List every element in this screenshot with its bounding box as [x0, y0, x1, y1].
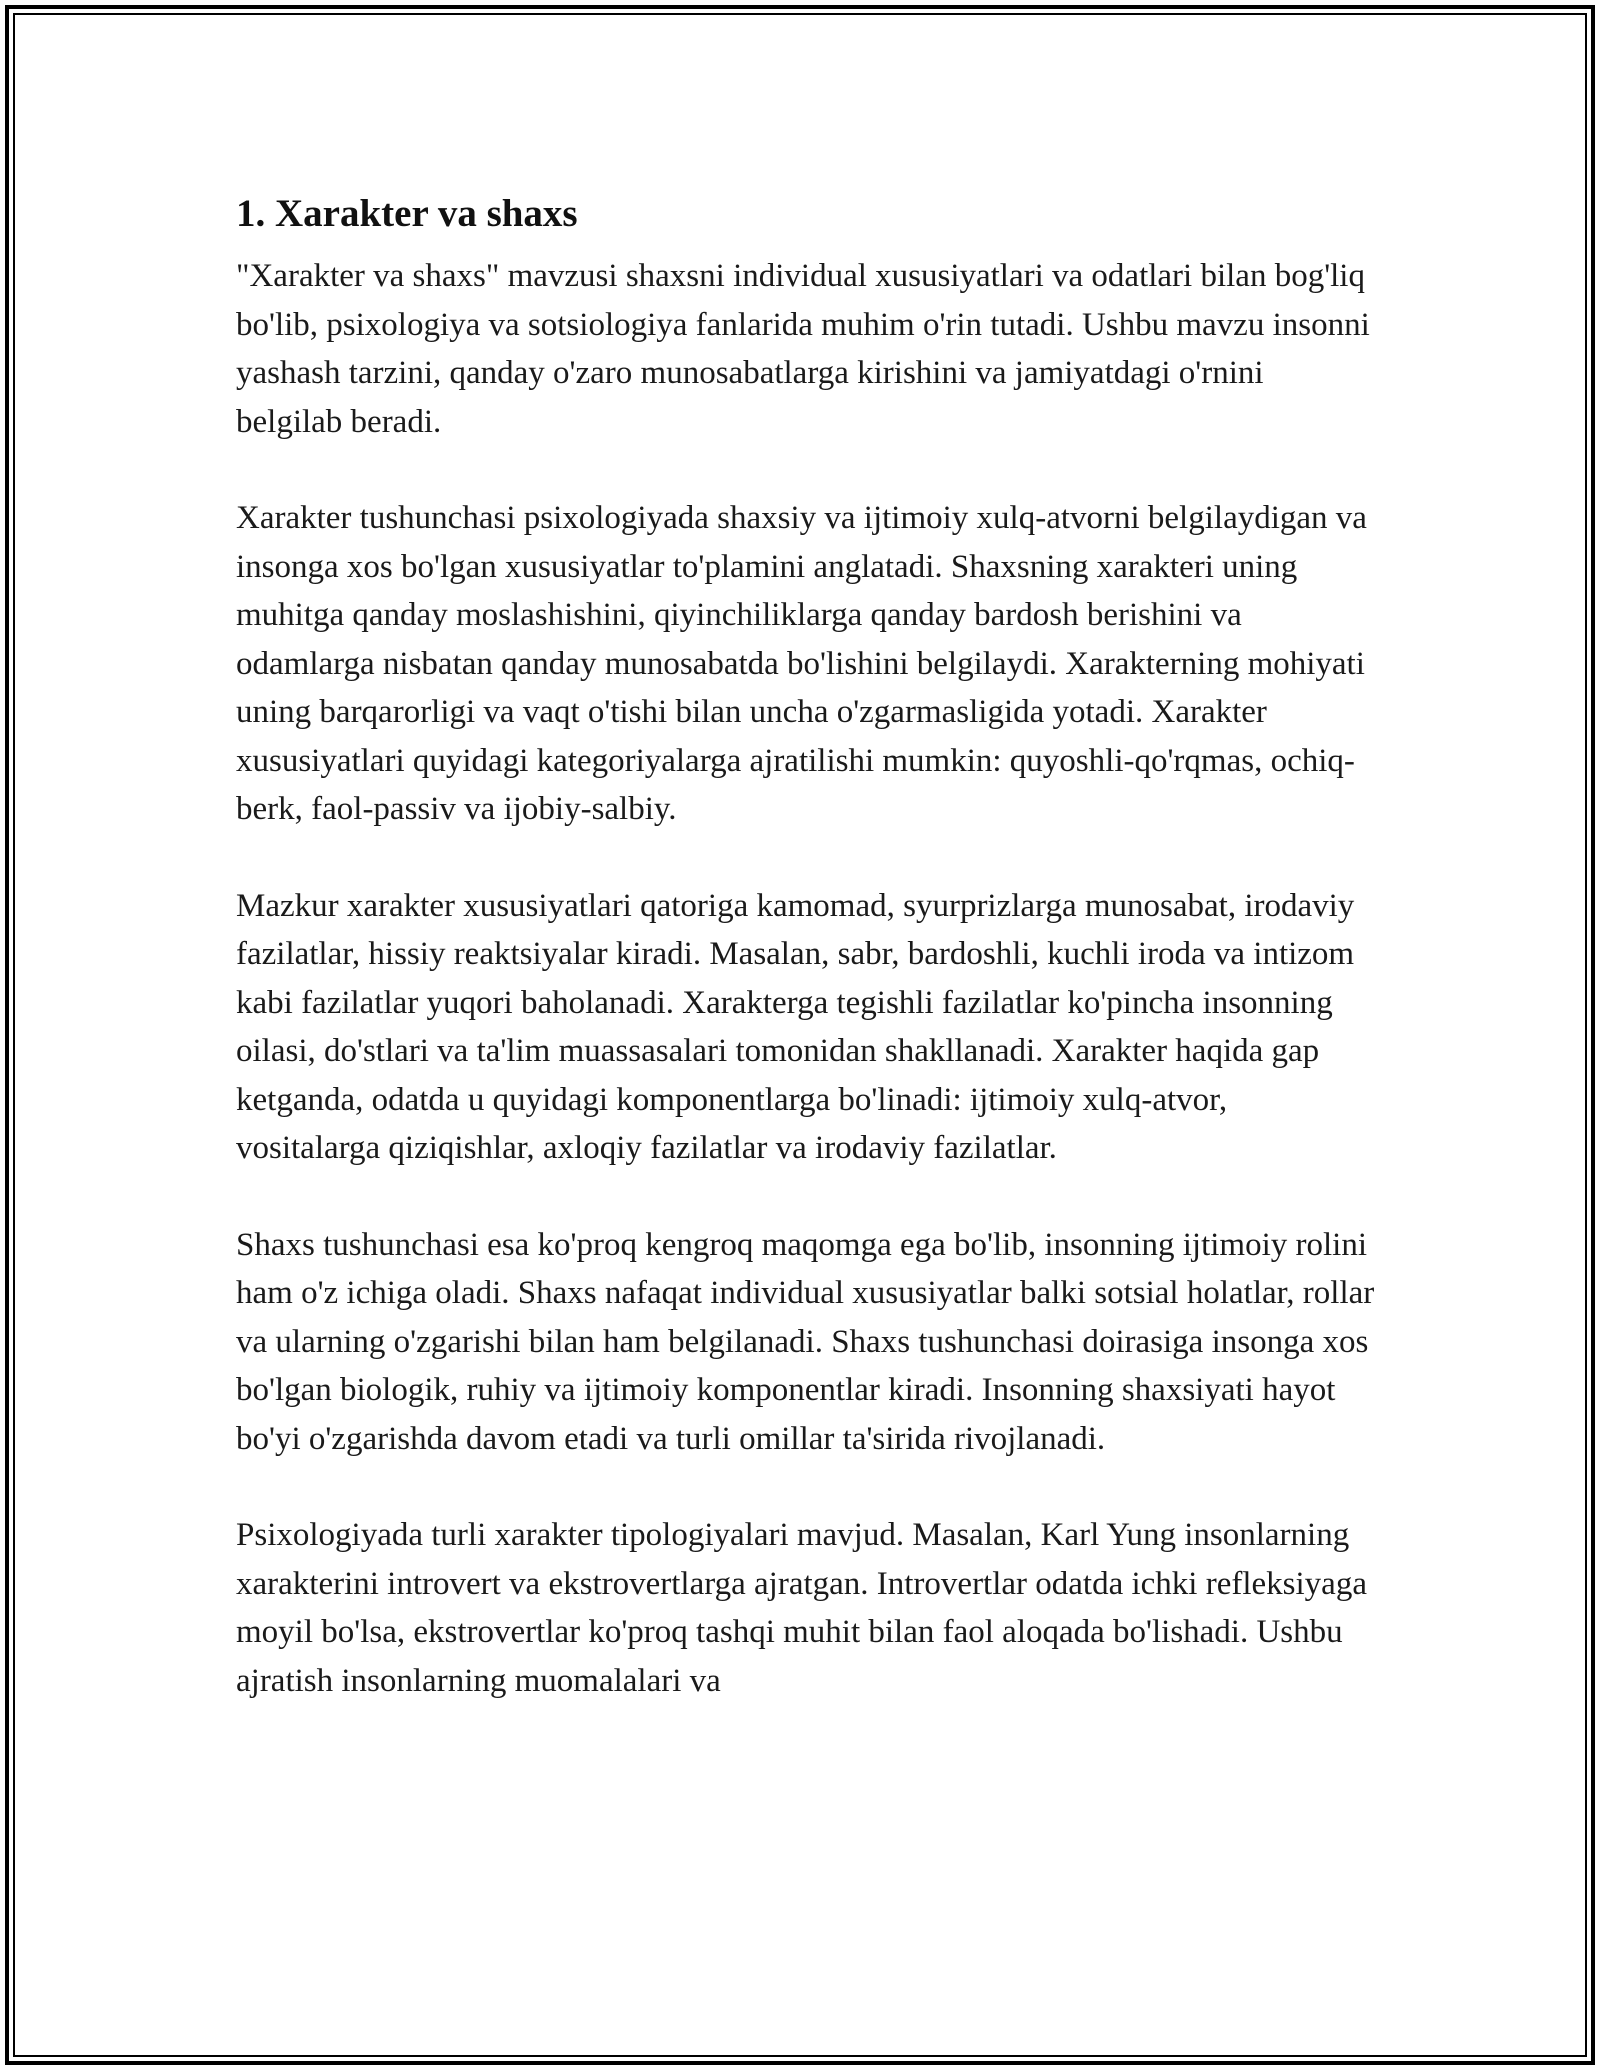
paragraph-4: Shaxs tushunchasi esa ko'proq kengroq maqomga ega bo'lib, insonning ijtimoiy rolini ham o'z ichiga oladi. Shaxs nafaqat individual xususiyatlar balki sotsial holatlar, rollar va ularning o'zgarishi bilan ham belgilanadi. Shaxs tushunchasi doirasiga insonga xos bo'lgan biologik, ruhiy va ijtimoiy komponentlar kiradi. Insonning shaxsiyati hayot bo'yi o'zgarishda davom etadi va turli omillar ta'sirida rivojlanadi. — [236, 1226, 1375, 1457]
section-heading: 1. Xarakter va shaxs — [236, 192, 578, 235]
paragraph-1: "Xarakter va shaxs" mavzusi shaxsni individual xususiyatlari va odatlari bilan bog'liq bo'lib, psixologiya va sotsiologiya fanlarida muhim o'rin tutadi. Ushbu mavzu insonni yashash tarzini, qanday o'zaro munosabatlarga kirishini va jamiyatdagi o'rnini belgilab beradi. — [236, 258, 1370, 440]
paragraph-5: Psixologiyada turli xarakter tipologiyalari mavjud. Masalan, Karl Yung insonlarning xarakterini introvert va ekstrovertlarga ajratgan. Introvertlar odatda ichki refleksiyaga moyil bo'lsa, ekstrovertlar ko'proq tashqi muhit bilan faol aloqada bo'lishadi. Ushbu ajratish insonlarning muomalalari va — [236, 1517, 1367, 1699]
paragraph-3: Mazkur xarakter xususiyatlari qatoriga kamomad, syurprizlarga munosabat, irodaviy fazilatlar, hissiy reaktsiyalar kiradi. Masalan, sabr, bardoshli, kuchli iroda va intizom kabi fazilatlar yuqori baholanadi. Xarakterga tegishli fazilatlar ko'pincha insonning oilasi, do'stlari va ta'lim muassasalari tomonidan shakllanadi. Xarakter haqida gap ketganda, odatda u quyidagi komponentlarga bo'linadi: ijtimoiy xulq-atvor, vositalarga qiziqishlar, axloqiy fazilatlar va irodaviy fazilatlar. — [236, 887, 1355, 1166]
document-body — [236, 184, 1376, 1705]
paragraph-2: Xarakter tushunchasi psixologiyada shaxsiy va ijtimoiy xulq-atvorni belgilaydigan va insonga xos bo'lgan xususiyatlar to'plamini anglatadi. Shaxsning xarakteri uning muhitga qanday moslashishini, qiyinchiliklarga qanday bardosh berishini va odamlarga nisbatan qanday munosabatda bo'lishini belgilaydi. Xarakterning mohiyati uning barqarorligi va vaqt o'tishi bilan uncha o'zgarmasligida yotadi. Xarakter xususiyatlari quyidagi kategoriyalarga ajratilishi mumkin: quyoshli-qo'rqmas, ochiq-berk, faol-passiv va ijobiy-salbiy. — [236, 500, 1367, 827]
